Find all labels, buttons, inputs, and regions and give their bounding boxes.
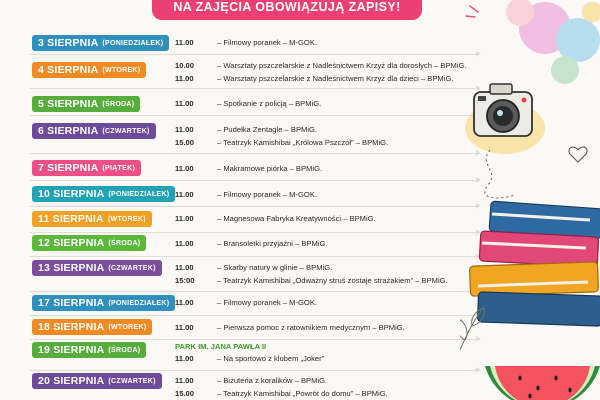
date-badge — [32, 211, 152, 227]
registration-notice: NA ZAJĘCIA OBOWIĄZUJĄ ZAPISY! — [173, 0, 401, 14]
date-label: 4 SIERPNIA — [38, 64, 99, 76]
schedule-row-4 — [30, 56, 480, 89]
event-description: – Filmowy poranek – M-GOK. — [217, 190, 318, 199]
schedule-row-13 — [30, 258, 480, 292]
event-description: – Pudełka Zentagle – BPMiG. — [217, 125, 318, 134]
date-badge — [32, 186, 175, 202]
event-list — [175, 59, 467, 85]
event-description: – Skarby natury w glinie – BPMiG. — [217, 263, 333, 272]
event-description: – Teatrzyk Kamishibai „Królowa Pszczół” – BPMiG. — [217, 138, 389, 147]
event-description: – Na sportowo z klubem „Joker” — [217, 354, 325, 363]
event-list — [175, 162, 322, 175]
event-list — [175, 188, 317, 201]
event-description: – Biżuteria z koralików – BPMiG. — [217, 376, 328, 385]
date-badge — [32, 295, 175, 311]
event-item — [175, 374, 388, 387]
date-badge — [32, 373, 162, 389]
date-badge — [32, 260, 162, 276]
heart-icon — [569, 147, 587, 162]
row-divider — [30, 115, 480, 116]
date-badge — [32, 123, 156, 139]
event-item — [175, 59, 467, 72]
event-time: 11.00 — [175, 38, 194, 47]
row-divider — [30, 291, 480, 292]
schedule-row-6 — [30, 118, 480, 154]
weekday-label: (PONIEDZIAŁEK) — [108, 190, 170, 198]
date-label: 12 SIERPNIA — [38, 237, 105, 249]
schedule-row-17 — [30, 294, 480, 316]
event-time: 10.00 — [175, 61, 195, 70]
weekday-label: (PONIEDZIAŁEK) — [108, 299, 170, 307]
event-description: – Magnesowa Fabryka Kreatywności – BPMiG. — [217, 214, 376, 223]
weekday-label: (ŚRODA) — [102, 100, 135, 108]
date-badge — [32, 96, 140, 112]
date-badge — [32, 160, 141, 176]
date-label: 10 SIERPNIA — [38, 188, 105, 200]
date-label: 18 SIERPNIA — [38, 321, 105, 333]
date-label: 5 SIERPNIA — [38, 98, 99, 110]
event-time: 11.00 — [175, 323, 194, 332]
weekday-label: (WTOREK) — [108, 323, 147, 331]
event-item — [175, 296, 317, 309]
dashed-path-decoration — [485, 150, 515, 198]
date-label: 17 SIERPNIA — [38, 297, 105, 309]
date-badge — [32, 35, 169, 51]
date-label: 11 SIERPNIA — [38, 213, 104, 225]
schedule-row-10 — [30, 183, 480, 207]
event-time: 11.00 — [175, 214, 194, 223]
venue-label: PARK IM. JANA PAWŁA II — [175, 342, 267, 351]
event-time: 15:00 — [175, 276, 195, 285]
event-list — [175, 237, 328, 250]
event-description: – Filmowy poranek – M-GOK. — [217, 38, 318, 47]
event-list — [175, 97, 321, 110]
date-label: 20 SIERPNIA — [38, 375, 105, 387]
schedule-row-3 — [30, 33, 480, 55]
weekday-label: (PONIEDZIAŁEK) — [102, 39, 164, 47]
event-time: 11.00 — [175, 354, 194, 363]
event-item — [175, 321, 405, 334]
weekday-label: (WTOREK) — [107, 215, 146, 223]
schedule-row-12 — [30, 235, 480, 257]
row-divider — [30, 370, 480, 371]
event-item — [175, 212, 376, 225]
event-item — [175, 188, 317, 201]
schedule-row-20 — [30, 372, 480, 400]
event-item — [175, 72, 467, 85]
weekday-label: (ŚRODA) — [108, 346, 141, 354]
date-badge — [32, 342, 146, 358]
event-item — [175, 352, 324, 365]
event-time: 11.00 — [175, 263, 194, 272]
weekday-label: (PIĄTEK) — [102, 164, 136, 172]
event-list — [175, 342, 324, 365]
event-time: 11.00 — [175, 239, 194, 248]
weekday-label: (WTOREK) — [102, 66, 141, 74]
sparkle-icon — [466, 6, 478, 17]
event-description: – Teatrzyk Kamishibai „Odważny struś zostaje strażakiem” – BPMiG. — [217, 276, 448, 285]
event-description: – Spotkanie z policją – BPMiG. — [217, 99, 322, 108]
event-list — [175, 36, 317, 49]
row-divider — [30, 54, 480, 55]
event-item — [175, 261, 448, 274]
row-divider — [30, 88, 480, 89]
weekday-label: (CZWARTEK) — [102, 127, 150, 135]
event-description: – Filmowy poranek – M-GOK. — [217, 298, 318, 307]
row-divider — [30, 180, 480, 181]
row-divider — [30, 256, 480, 257]
date-label: 3 SIERPNIA — [38, 37, 99, 49]
date-label: 7 SIERPNIA — [38, 162, 99, 174]
date-badge — [32, 235, 146, 251]
event-item — [175, 97, 321, 110]
event-time: 11.00 — [175, 99, 194, 108]
schedule-row-11 — [30, 209, 480, 233]
event-time: 11.00 — [175, 190, 194, 199]
date-label: 13 SIERPNIA — [38, 262, 105, 274]
event-item — [175, 162, 322, 175]
event-description: – Warsztaty pszczelarskie z Nadleśnictwem Krzyż dla dzieci – BPMiG. — [217, 74, 454, 83]
event-description: – Warsztaty pszczelarskie z Nadleśnictwem Krzyż dla dorosłych – BPMiG. — [217, 61, 467, 70]
event-list — [175, 296, 317, 309]
weekday-label: (CZWARTEK) — [108, 264, 156, 272]
row-divider — [30, 206, 480, 207]
event-time: 11.00 — [175, 164, 194, 173]
weekday-label: (CZWARTEK) — [108, 377, 156, 385]
event-time: 11.00 — [175, 125, 194, 134]
date-label: 19 SIERPNIA — [38, 344, 105, 356]
event-time: 11.00 — [175, 376, 194, 385]
weekday-label: (ŚRODA) — [108, 239, 141, 247]
schedule-row-5 — [30, 92, 480, 116]
watermelon-icon — [485, 366, 600, 400]
event-item — [175, 387, 388, 400]
event-time: 15.00 — [175, 138, 195, 147]
event-list — [175, 123, 388, 149]
event-description: – Makramowe piórka – BPMiG. — [217, 164, 323, 173]
row-divider — [30, 315, 480, 316]
event-item — [175, 36, 317, 49]
schedule-row-7 — [30, 157, 480, 181]
row-divider — [30, 339, 480, 340]
schedule-row-19 — [30, 341, 480, 371]
decorative-illustration — [460, 0, 600, 400]
event-description: – Bransoletki przyjaźni – BPMiG. — [217, 239, 328, 248]
event-item — [175, 274, 448, 287]
date-label: 6 SIERPNIA — [38, 125, 99, 137]
event-time: 15.00 — [175, 389, 195, 398]
event-item — [175, 136, 388, 149]
event-description: – Pierwsza pomoc z ratownikiem medycznym – BPMiG. — [217, 323, 405, 332]
paint-splash-decoration — [506, 0, 600, 84]
camera-icon — [465, 84, 545, 154]
date-badge — [32, 319, 152, 335]
schedule-row-18 — [30, 318, 480, 340]
event-item — [175, 237, 328, 250]
event-list — [175, 212, 376, 225]
event-list — [175, 374, 388, 400]
event-time: 11.00 — [175, 298, 194, 307]
event-item — [175, 123, 388, 136]
event-list — [175, 321, 405, 334]
event-time: 11.00 — [175, 74, 194, 83]
event-list — [175, 261, 448, 287]
event-description: – Teatrzyk Kamishibai „Powrót do domu” – BPMiG. — [217, 389, 388, 398]
book-stack-icon — [470, 201, 600, 326]
row-divider — [30, 153, 480, 154]
row-divider — [30, 232, 480, 233]
date-badge — [32, 62, 146, 78]
